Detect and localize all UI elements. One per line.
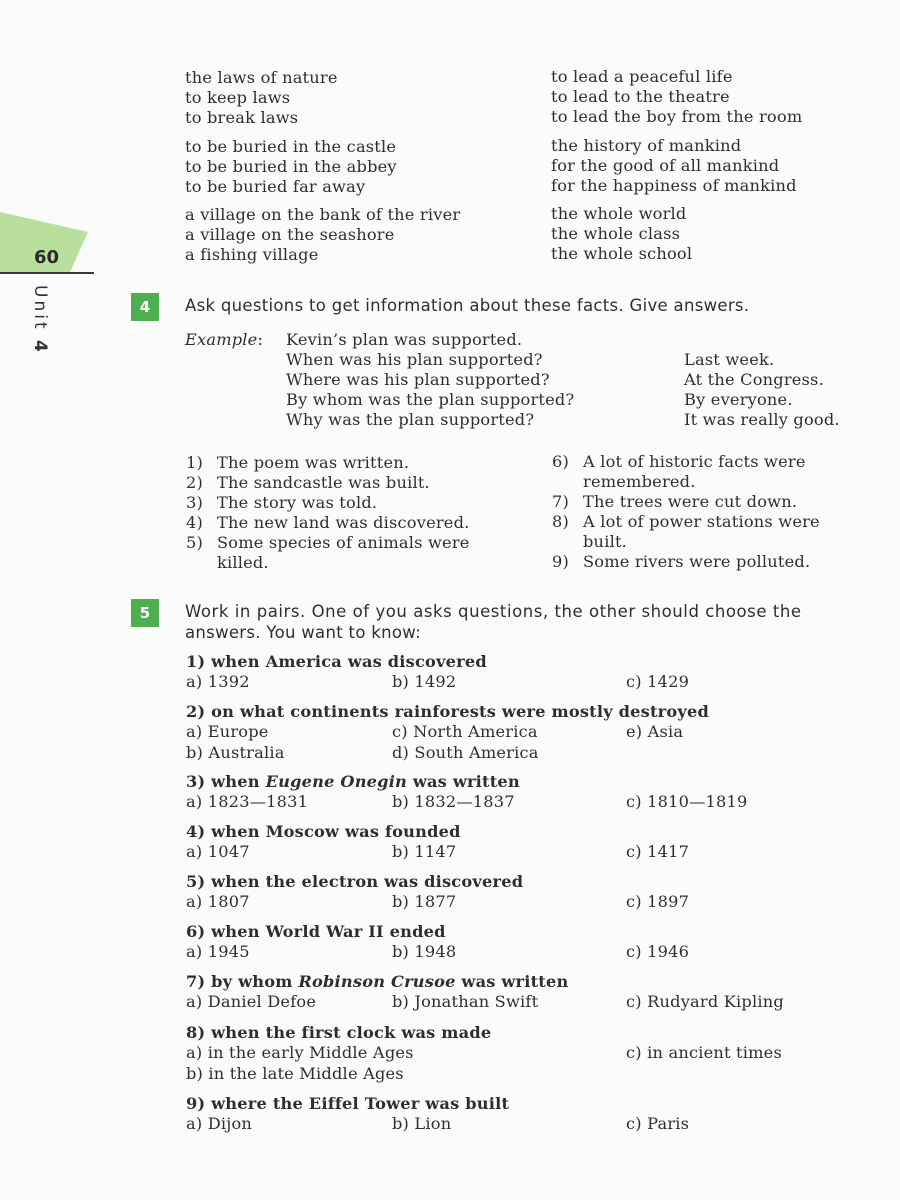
book-title: Robinson Crusoe	[298, 972, 456, 991]
question-5	[186, 872, 886, 914]
unit-number: 4	[30, 340, 50, 355]
answer-option: c) 1897	[626, 892, 690, 911]
list-item: killed.	[217, 553, 269, 572]
list-item: 5) Some species of animals were	[186, 533, 470, 552]
question-title: 6) when World War II ended	[186, 922, 446, 941]
vocab-phrase: the whole school	[551, 244, 693, 263]
answer-option: b) Australia	[186, 743, 285, 762]
book-title: Eugene Onegin	[265, 772, 408, 791]
answer-option: b) 1147	[392, 842, 457, 861]
question-4	[186, 822, 886, 864]
answer-option: c) 1429	[626, 672, 690, 691]
answer-option: b) 1948	[392, 942, 457, 961]
answer-option: a) Europe	[186, 722, 269, 741]
example-answer: It was really good.	[684, 410, 840, 429]
question-3	[186, 772, 886, 814]
task-4-badge: 4	[131, 293, 159, 321]
vocab-phrase: to keep laws	[185, 88, 291, 107]
list-item: 4) The new land was discovered.	[186, 513, 470, 532]
answer-option: e) Asia	[626, 722, 684, 741]
vocab-left-group-3	[185, 205, 460, 265]
example-question: Why was the plan supported?	[286, 410, 535, 429]
page-number: 60	[34, 247, 60, 268]
vocab-phrase: the laws of nature	[185, 68, 338, 87]
vocab-phrase: the history of mankind	[551, 136, 742, 155]
question-title: 7) by whom Robinson Crusoe was written	[186, 972, 569, 991]
list-item: 6) A lot of historic facts were	[552, 452, 806, 471]
question-title: 8) when the first clock was made	[186, 1023, 492, 1042]
list-item: 9) Some rivers were polluted.	[552, 552, 811, 571]
vocab-phrase: to lead a peaceful life	[551, 67, 733, 86]
answer-option: c) in ancient times	[626, 1043, 782, 1062]
vocab-left-group-2	[185, 137, 397, 197]
question-title: 3) when Eugene Onegin was written	[186, 772, 520, 791]
answer-option: b) Lion	[392, 1114, 452, 1133]
vocab-phrase: for the good of all mankind	[551, 156, 780, 175]
example-label: Example	[185, 330, 258, 349]
answer-option: a) 1945	[186, 942, 250, 961]
example-question: By whom was the plan supported?	[286, 390, 575, 409]
answer-option: c) 1946	[626, 942, 690, 961]
answer-option: a) 1823—1831	[186, 792, 309, 811]
vocab-right-group-3	[551, 204, 692, 264]
vocab-phrase: the whole world	[551, 204, 687, 223]
task-4-instruction: Ask questions to get information about these facts. Give answers.	[185, 296, 750, 315]
list-item: 3) The story was told.	[186, 493, 378, 512]
answer-option: d) South America	[392, 743, 539, 762]
example-answer: At the Congress.	[684, 370, 824, 389]
vocab-phrase: to be buried in the abbey	[185, 157, 397, 176]
answer-option: a) 1807	[186, 892, 250, 911]
unit-word: Unit	[30, 285, 50, 332]
list-item: 7) The trees were cut down.	[552, 492, 798, 511]
vocab-phrase: a village on the bank of the river	[185, 205, 461, 224]
vocab-phrase: to be buried far away	[185, 177, 366, 196]
question-title: 2) on what continents rainforests were mostly destroyed	[186, 702, 710, 721]
answer-option: b) 1492	[392, 672, 457, 691]
task-4-list-left	[186, 453, 470, 573]
list-item: 8) A lot of power stations were	[552, 512, 820, 531]
list-item: 1) The poem was written.	[186, 453, 410, 472]
example-answers	[684, 350, 840, 430]
answer-option: b) Jonathan Swift	[392, 992, 539, 1011]
question-9	[186, 1094, 886, 1136]
vocab-right-group-2	[551, 136, 797, 196]
example-header: Example:	[185, 330, 264, 349]
vocab-left-group-1	[185, 68, 338, 128]
answer-option: b) 1877	[392, 892, 457, 911]
vocab-phrase: to lead the boy from the room	[551, 107, 803, 126]
example-answer: Last week.	[684, 350, 775, 369]
task-5-instruction-line-1: Work in pairs. One of you asks questions, the other should choose the	[185, 602, 802, 621]
vocab-phrase: a fishing village	[185, 245, 319, 264]
example-answer: By everyone.	[684, 390, 793, 409]
task-5-instruction-line-2: answers. You want to know:	[185, 623, 422, 642]
answer-option: c) Paris	[626, 1114, 690, 1133]
question-6	[186, 922, 886, 964]
answer-option: a) Daniel Defoe	[186, 992, 317, 1011]
answer-option: a) Dijon	[186, 1114, 253, 1133]
example-block	[286, 330, 574, 430]
vocab-right-group-1	[551, 67, 802, 127]
vocab-phrase: to lead to the theatre	[551, 87, 730, 106]
example-question: Where was his plan supported?	[286, 370, 550, 389]
task-4-list-right	[552, 452, 820, 572]
answer-option: b) 1832—1837	[392, 792, 515, 811]
vocab-phrase: to break laws	[185, 108, 299, 127]
list-item: 2) The sandcastle was built.	[186, 473, 430, 492]
question-7	[186, 972, 886, 1014]
question-8	[186, 1023, 886, 1085]
answer-option: b) in the late Middle Ages	[186, 1064, 404, 1083]
question-title: 9) where the Eiffel Tower was built	[186, 1094, 510, 1113]
answer-option: c) 1810—1819	[626, 792, 748, 811]
task-5-badge: 5	[131, 599, 159, 627]
question-title: 1) when America was discovered	[186, 652, 487, 671]
example-statement: Kevin’s plan was supported.	[286, 330, 523, 349]
answer-option: c) North America	[392, 722, 538, 741]
answer-option: c) 1417	[626, 842, 690, 861]
vocab-phrase: to be buried in the castle	[185, 137, 397, 156]
vocab-phrase: for the happiness of mankind	[551, 176, 797, 195]
answer-option: a) 1392	[186, 672, 250, 691]
list-item: built.	[583, 532, 627, 551]
question-title: 5) when the electron was discovered	[186, 872, 524, 891]
answer-option: c) Rudyard Kipling	[626, 992, 784, 1011]
question-2	[186, 702, 886, 764]
vocab-phrase: the whole class	[551, 224, 681, 243]
vocab-phrase: a village on the seashore	[185, 225, 395, 244]
answer-option: a) in the early Middle Ages	[186, 1043, 414, 1062]
answer-option: a) 1047	[186, 842, 250, 861]
list-item: remembered.	[583, 472, 696, 491]
question-1	[186, 652, 886, 694]
question-title: 4) when Moscow was founded	[186, 822, 461, 841]
example-question: When was his plan supported?	[286, 350, 543, 369]
unit-label	[30, 285, 50, 355]
